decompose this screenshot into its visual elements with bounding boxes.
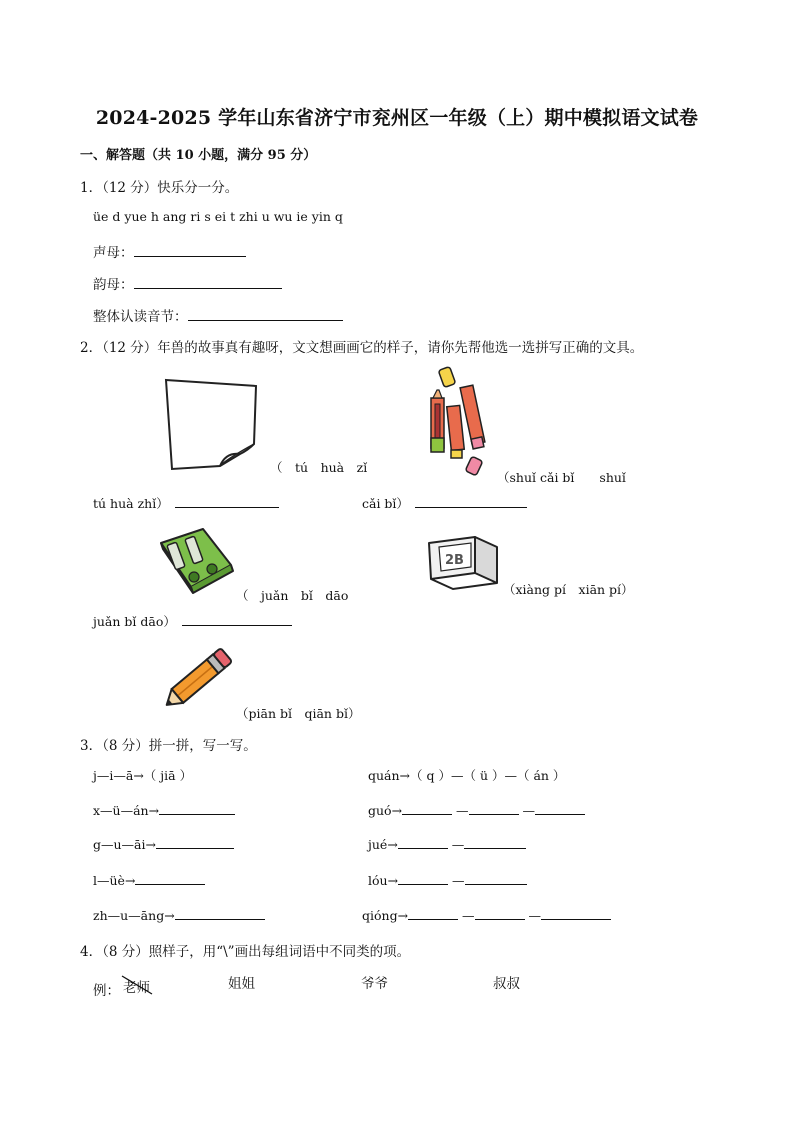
pencil-picture	[158, 644, 236, 714]
q3-left-4-blank[interactable]	[135, 872, 205, 885]
q3-left-2: x—ü—án→	[93, 803, 160, 818]
q2-answer1-blank[interactable]	[175, 495, 279, 508]
q3-right-5-row	[362, 907, 611, 923]
q3-right-4: lóu→	[368, 873, 399, 888]
q1-stem: 1．（12 分）快乐分一分。	[80, 180, 239, 196]
q1-shengmu-row	[93, 241, 246, 261]
q2-opt3b: juǎn bǐ dāo）	[93, 614, 170, 629]
paper-picture	[160, 374, 264, 472]
q2-opt4: （xiàng pí xiān pí）	[503, 582, 634, 597]
q3-left-5-row	[93, 907, 265, 923]
q4-word-3[interactable]: 爷爷	[361, 976, 388, 992]
q3-left-2-row	[93, 802, 235, 818]
strike-mark	[120, 974, 154, 996]
q1-letters: üe d yue h ang ri s ei t zhi u wu ie yin q	[93, 209, 343, 224]
q3-right-5: qióng→	[362, 908, 409, 923]
q1-yunmu-blank[interactable]	[134, 276, 282, 289]
q4-word-1[interactable]: 老师	[123, 980, 150, 996]
q2-opt2-row	[362, 494, 527, 512]
q2-opt1b: tú huà zhǐ）	[93, 496, 163, 511]
q3-right-3-blank-b[interactable]	[464, 836, 526, 849]
q3-left-4: l—üè→	[93, 873, 136, 888]
q1-zhengti-label: 整体认读音节：	[93, 309, 188, 325]
q2-opt1-row	[93, 494, 279, 512]
q3-right-4-blank-a[interactable]	[398, 872, 448, 885]
q3-right-3: jué→	[368, 837, 398, 852]
q3-dash: —	[462, 908, 475, 923]
q3-dash: —	[451, 837, 465, 852]
q3-right-4-row	[368, 872, 527, 888]
markers-picture	[420, 366, 498, 478]
q2-opt3-row	[93, 612, 292, 630]
q3-right-5-blank-a[interactable]	[408, 907, 458, 920]
q3-left-3-blank[interactable]	[156, 836, 234, 849]
q3-right-2-blank-b[interactable]	[469, 802, 519, 815]
q3-right-5-blank-c[interactable]	[541, 907, 611, 920]
q1-yunmu-label: 韵母：	[93, 277, 134, 293]
q3-left-5: zh—u—āng→	[93, 908, 175, 923]
q3-dash: —	[522, 803, 536, 818]
sharpener-picture	[157, 525, 235, 595]
q3-right-1: quán→（ q ）—（ ü ）—（ án ）	[368, 768, 566, 783]
q1-shengmu-label: 声母：	[93, 245, 134, 261]
q3-left-3: g—u—āi→	[93, 837, 156, 852]
q3-dash: —	[528, 908, 542, 923]
q4-word-4[interactable]: 叔叔	[493, 976, 520, 992]
q1-yunmu-row	[93, 273, 282, 293]
q3-dash: —	[456, 803, 469, 818]
q3-right-2-blank-a[interactable]	[402, 802, 452, 815]
q2-answer2-blank[interactable]	[415, 495, 527, 508]
q3-right-2-row	[368, 802, 585, 818]
q4-example-label: 例：	[93, 983, 120, 999]
q3-right-2: guó→	[368, 803, 403, 818]
q3-left-3-row	[93, 836, 234, 852]
page-title: 2024-2025 学年山东省济宁市兖州区一年级（上）期中模拟语文试卷	[95, 107, 699, 129]
q3-left-4-row	[93, 872, 205, 888]
section-heading: 一、解答题（共 10 小题，满分 95 分）	[80, 148, 317, 163]
q3-right-3-blank-a[interactable]	[398, 836, 448, 849]
eraser-picture	[425, 533, 503, 591]
q4-word-2[interactable]: 姐姐	[228, 976, 255, 992]
q2-stem: 2．（12 分）年兽的故事真有趣呀，文文想画画它的样子，请你先帮他选一选拼写正确的文具。	[80, 340, 644, 356]
q3-right-5-blank-b[interactable]	[475, 907, 525, 920]
q2-opt3a: （ juǎn bǐ dāo	[236, 588, 349, 603]
q3-left-2-blank[interactable]	[159, 802, 235, 815]
q1-zhengti-blank[interactable]	[188, 308, 343, 321]
q3-right-3-row	[368, 836, 526, 852]
q3-dash: —	[452, 873, 465, 888]
q4-stem: 4．（8 分）照样子，用“\”画出每组词语中不同类的项。	[80, 944, 411, 960]
q2-opt1a: （ tú huà zǐ	[270, 460, 368, 475]
q2-answer3-blank[interactable]	[182, 613, 292, 626]
q2-opt2a: （shuǐ cǎi bǐ shuǐ	[497, 470, 626, 485]
q3-left-1: j—i—ā→（ jiā ）	[93, 768, 193, 783]
q3-right-4-blank-b[interactable]	[465, 872, 527, 885]
q3-right-2-blank-c[interactable]	[535, 802, 585, 815]
q3-left-5-blank[interactable]	[175, 907, 265, 920]
eraser-label: 2B	[445, 553, 464, 568]
q3-stem: 3．（8 分）拼一拼，写一写。	[80, 738, 257, 754]
q2-opt5: （piān bǐ qiān bǐ）	[236, 706, 361, 721]
q1-shengmu-blank[interactable]	[134, 244, 246, 257]
q1-zhengti-row	[93, 305, 343, 325]
q2-opt2b: cǎi bǐ）	[362, 496, 403, 511]
